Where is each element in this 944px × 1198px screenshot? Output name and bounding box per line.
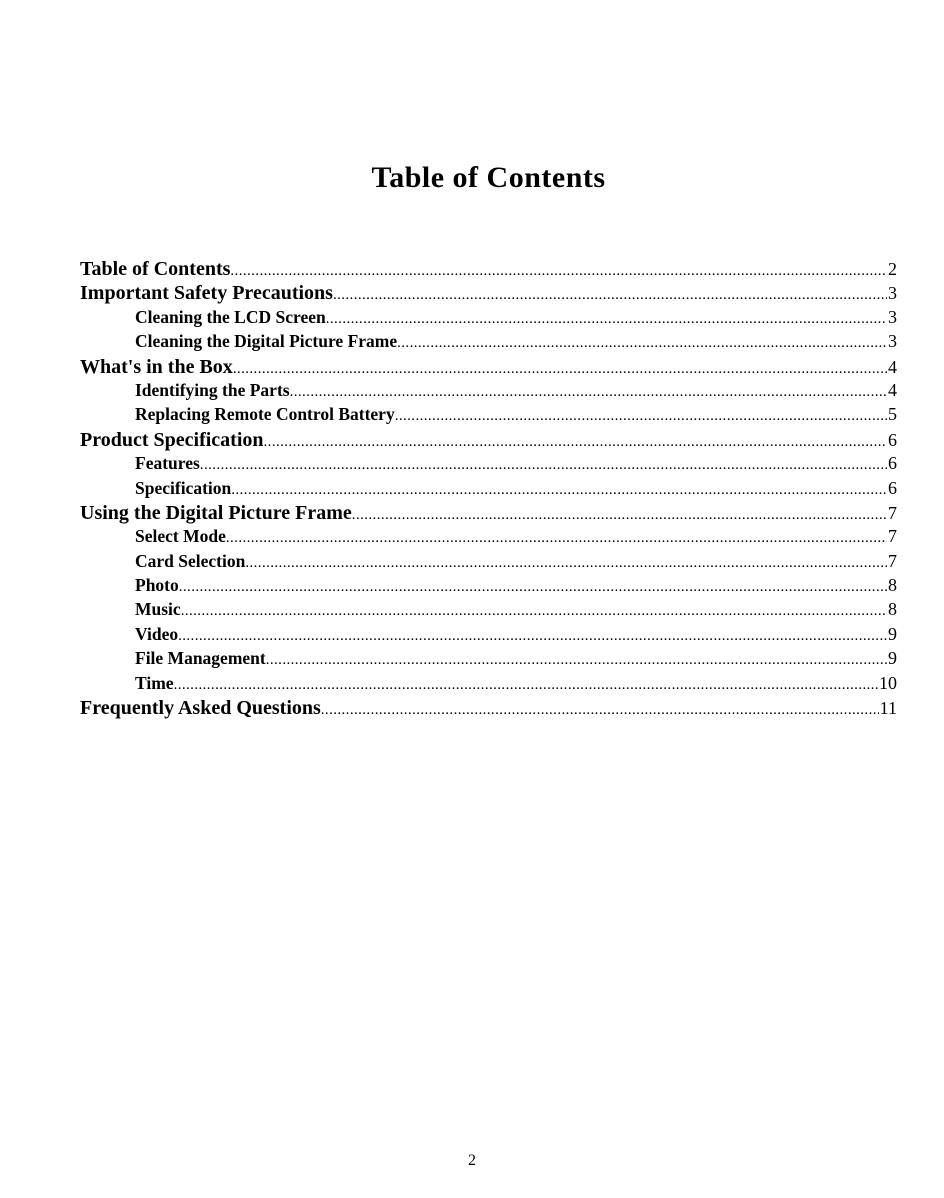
toc-entry-label: Photo: [135, 575, 179, 596]
toc-entry-page: 2: [888, 259, 897, 279]
toc-entry-page: 4: [888, 379, 897, 400]
toc-leader-dots: [333, 287, 887, 304]
toc-entry-page: 3: [888, 306, 897, 327]
toc-entry: [80, 648, 897, 672]
toc-entry-page: 6: [888, 477, 897, 498]
toc-entry: [80, 697, 897, 721]
toc-entry-page: 8: [888, 599, 897, 620]
toc-leader-dots: [245, 555, 887, 572]
toc-entry-label: Important Safety Precautions: [80, 282, 333, 305]
toc-entry-page: 9: [888, 623, 897, 644]
toc-entry-page: 7: [888, 502, 897, 523]
toc-entry: [80, 258, 897, 282]
toc-list: [80, 258, 897, 721]
toc-entry: [80, 624, 897, 648]
toc-leader-dots: [178, 628, 887, 645]
toc-entry-page: 7: [888, 526, 897, 547]
toc-entry-page: 5: [888, 404, 897, 425]
toc-entry-page: 6: [888, 429, 897, 450]
toc-entry: [80, 551, 897, 575]
toc-leader-dots: [326, 311, 887, 328]
toc-entry: [80, 429, 897, 453]
toc-entry: [80, 282, 897, 306]
toc-entry-label: Cleaning the LCD Screen: [135, 306, 326, 327]
toc-entry: [80, 478, 897, 502]
toc-entry-label: File Management: [135, 648, 266, 669]
toc-entry-label: Identifying the Parts: [135, 379, 290, 400]
toc-entry: [80, 673, 897, 697]
toc-entry: [80, 526, 897, 550]
toc-entry-page: 4: [888, 356, 897, 377]
toc-leader-dots: [352, 507, 887, 524]
toc-entry: [80, 453, 897, 477]
toc-leader-dots: [200, 457, 887, 474]
toc-entry-page: 11: [879, 698, 897, 719]
toc-entry-page: 6: [888, 453, 897, 474]
toc-leader-dots: [179, 579, 887, 596]
toc-leader-dots: [266, 652, 887, 669]
toc-entry: [80, 307, 897, 331]
toc-entry-label: Features: [135, 453, 200, 474]
toc-entry-label: Select Mode: [135, 526, 226, 547]
toc-leader-dots: [264, 434, 887, 451]
toc-leader-dots: [174, 677, 878, 694]
footer-page-number: 2: [468, 1152, 476, 1169]
toc-entry-label: Music: [135, 599, 181, 620]
toc-entry-label: Specification: [135, 477, 232, 498]
toc-entry-label: Product Specification: [80, 428, 264, 451]
toc-entry: [80, 331, 897, 355]
toc-entry-label: Card Selection: [135, 550, 246, 571]
toc-entry-page: 3: [888, 283, 897, 304]
toc-leader-dots: [290, 384, 887, 401]
toc-entry: [80, 502, 897, 526]
toc-entry: [80, 404, 897, 428]
toc-entry-page: 8: [888, 575, 897, 596]
toc-entry-label: What's in the Box: [80, 355, 233, 378]
toc-entry-label: Table of Contents: [80, 258, 231, 280]
toc-leader-dots: [181, 603, 887, 620]
toc-entry: [80, 380, 897, 404]
toc-entry-page: 10: [879, 672, 897, 693]
toc-leader-dots: [226, 530, 887, 547]
toc-entry: [80, 575, 897, 599]
toc-entry-page: 7: [888, 550, 897, 571]
toc-leader-dots: [397, 335, 887, 352]
toc-leader-dots: [395, 408, 887, 425]
toc-entry-page: 9: [888, 648, 897, 669]
toc-entry-label: Video: [135, 623, 179, 644]
toc-entry: [80, 599, 897, 623]
toc-entry-label: Replacing Remote Control Battery: [135, 404, 395, 425]
toc-entry: [80, 356, 897, 380]
toc-leader-dots: [231, 482, 887, 499]
page-title: Table of Contents: [371, 161, 606, 195]
toc-leader-dots: [321, 702, 879, 719]
toc-entry-label: Using the Digital Picture Frame: [80, 501, 352, 524]
toc-leader-dots: [230, 263, 887, 280]
toc-entry-page: 3: [888, 331, 897, 352]
toc-entry-label: Frequently Asked Questions: [80, 697, 321, 720]
toc-entry-label: Cleaning the Digital Picture Frame: [135, 331, 398, 352]
toc-leader-dots: [233, 361, 887, 378]
toc-entry-label: Time: [135, 672, 174, 693]
